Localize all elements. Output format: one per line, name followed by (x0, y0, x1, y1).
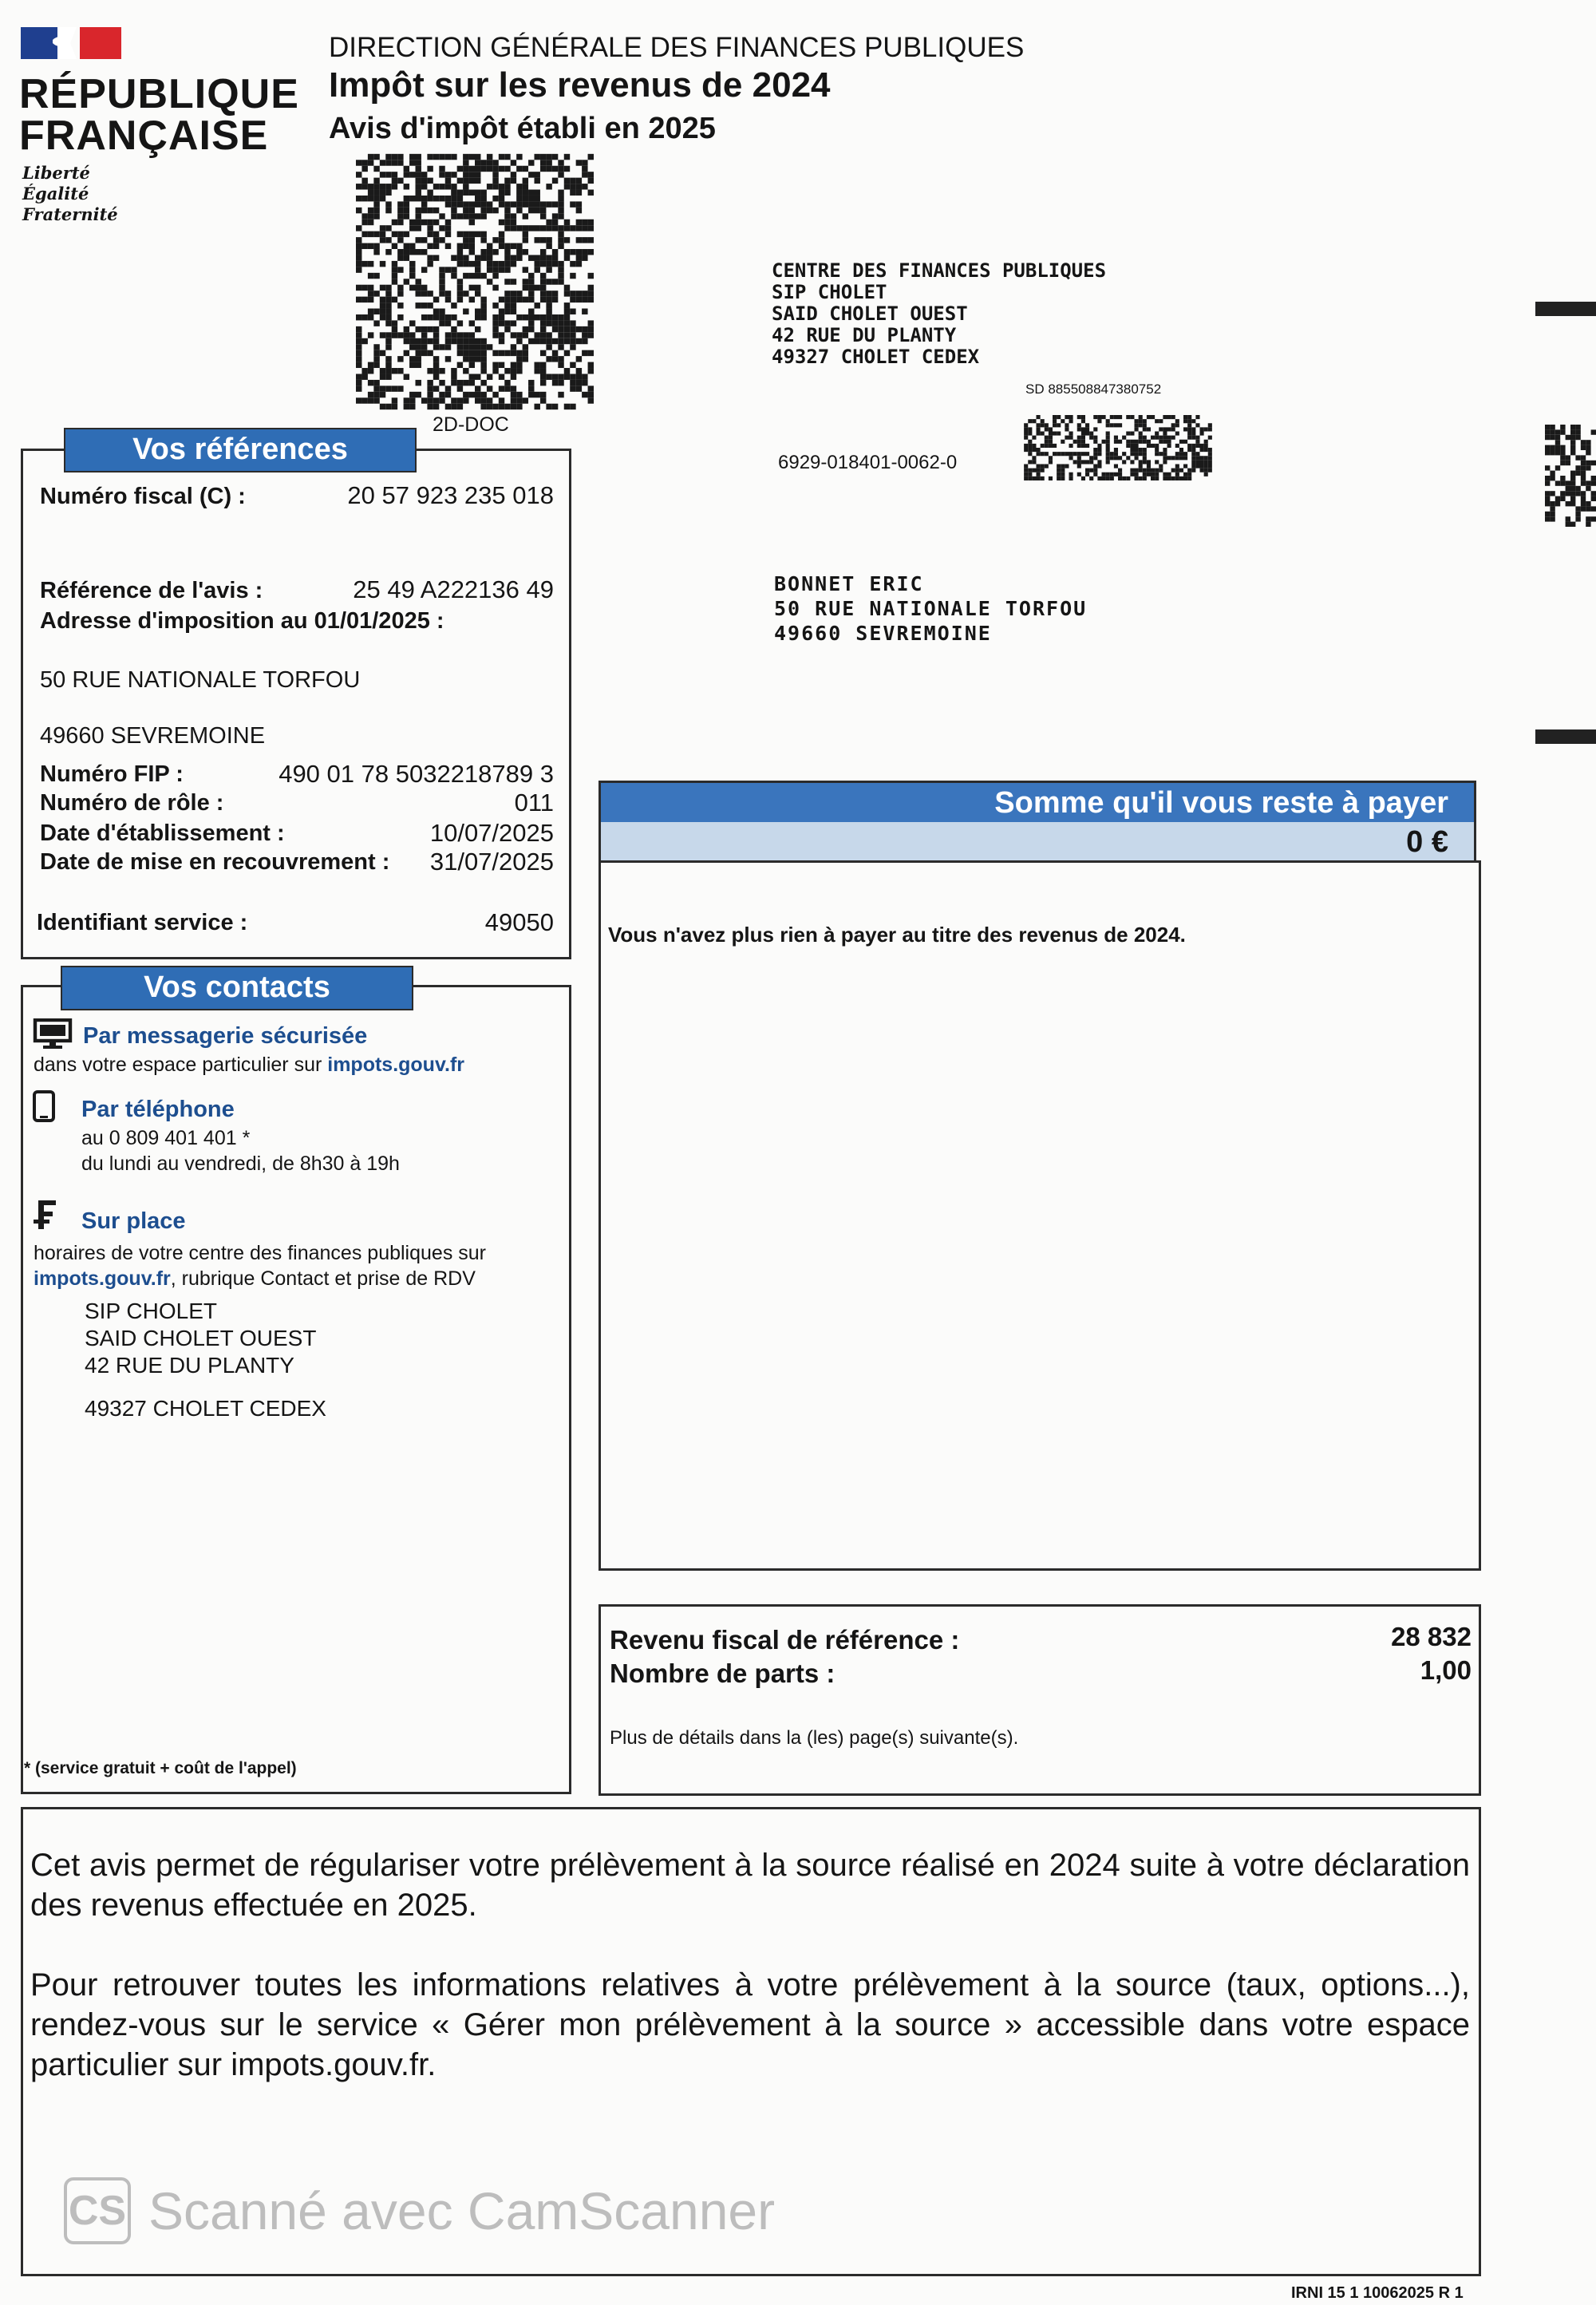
payment-box (598, 860, 1481, 1571)
sur-place-text: horaires de votre centre des finances publiques sur impots.gouv.fr, rubrique Contact et prise de RDV (34, 1242, 486, 1290)
role-value: 011 (514, 789, 554, 816)
messagerie-title: Par messagerie sécurisée (83, 1023, 368, 1049)
fip-value: 490 01 78 5032218789 3 (279, 760, 554, 788)
numero-fiscal-label: Numéro fiscal (C) : (40, 484, 246, 509)
impots-link-2[interactable]: impots.gouv.fr (34, 1267, 171, 1290)
recipient-address: BONNET ERIC 50 RUE NATIONALE TORFOU 49660 SEVREMOINE (774, 572, 1088, 645)
computer-icon (32, 1018, 73, 1049)
document-title: Impôt sur les revenus de 2024 (329, 65, 831, 105)
edge-mark (1535, 729, 1596, 744)
impots-link[interactable]: impots.gouv.fr (327, 1054, 465, 1076)
ref-avis-value: 25 49 A222136 49 (353, 575, 554, 603)
cfp-address: CENTRE DES FINANCES PUBLIQUES SIP CHOLET SAID CHOLET OUEST 42 RUE DU PLANTY 49327 CHOLET CEDEX (772, 259, 1107, 368)
document-reference-code: 6929-018401-0062-0 (778, 452, 958, 473)
telephone-hours: du lundi au vendredi, de 8h30 à 19h (81, 1152, 400, 1175)
fip-label: Numéro FIP : (40, 761, 184, 787)
info-paragraph-1: Cet avis permet de régulariser votre prélèvement à la source réalisé en 2024 suite à votre déclaration des revenus effectuée en 2025. (30, 1848, 1470, 1923)
footer-code: IRNI 15 1 10062025 R 1 (1291, 2284, 1464, 2302)
payment-amount: 0 € (598, 822, 1476, 862)
camscanner-text: Scanné avec CamScanner (148, 2181, 776, 2240)
direction-generale: DIRECTION GÉNÉRALE DES FINANCES PUBLIQUES (329, 32, 1025, 63)
2d-doc-barcode (356, 153, 594, 410)
date-etablissement-label: Date d'établissement : (40, 820, 285, 846)
adresse-line2: 49660 SEVREMOINE (40, 723, 266, 749)
parts-value: 1,00 (1420, 1655, 1472, 1685)
telephone-title: Par téléphone (81, 1097, 235, 1122)
references-title: Vos références (64, 428, 417, 472)
identifiant-service-label: Identifiant service : (37, 910, 248, 935)
payment-message: Vous n'avez plus rien à payer au titre des revenus de 2024. (608, 923, 1186, 947)
messagerie-text: dans votre espace particulier sur impots.gouv.fr (34, 1054, 465, 1076)
phone-icon (32, 1090, 56, 1122)
rfr-label: Revenu fiscal de référence : (610, 1625, 960, 1655)
contacts-title: Vos contacts (61, 966, 413, 1010)
camscanner-watermark (64, 2177, 775, 2244)
parts-label: Nombre de parts : (610, 1659, 836, 1688)
devise: Liberté Égalité Fraternité (22, 163, 118, 224)
role-label: Numéro de rôle : (40, 790, 224, 816)
camscanner-logo-icon: CS (64, 2177, 131, 2244)
numero-fiscal-value: 20 57 923 235 018 (347, 481, 554, 509)
republique-francaise-logo: RÉPUBLIQUE FRANÇAISE (19, 71, 299, 159)
ref-avis-label: Référence de l'avis : (40, 578, 263, 603)
info-paragraph-2: Pour retrouver toutes les informations relatives à votre prélèvement à la source (taux, options...), rendez-vous sur le service « Gérer mon prélèvement à la source » accessible dans votre espace particulier sur impots.gouv.fr. (30, 1967, 1470, 2082)
date-recouvrement-label: Date de mise en recouvrement : (40, 849, 390, 875)
sur-place-address: SIP CHOLET SAID CHOLET OUEST 42 RUE DU PLANTY 49327 CHOLET CEDEX (85, 1299, 326, 1421)
edge-mark (1535, 302, 1596, 316)
marianne-flag-icon (21, 24, 121, 62)
adresse-imposition-label: Adresse d'imposition au 01/01/2025 : (40, 608, 444, 634)
date-recouvrement-value: 31/07/2025 (429, 848, 554, 876)
document-subtitle: Avis d'impôt établi en 2025 (329, 112, 716, 145)
contacts-footnote: * (service gratuit + coût de l'appel) (24, 1759, 297, 1777)
info-text (30, 1845, 1470, 2085)
edge-barcode (1545, 425, 1596, 527)
2d-doc-label: 2D-DOC (433, 413, 509, 436)
telephone-number: au 0 809 401 401 * (81, 1127, 251, 1149)
references-box (21, 449, 571, 959)
franc-sign-icon (32, 1197, 59, 1231)
sur-place-title: Sur place (81, 1208, 186, 1234)
details-note: Plus de détails dans la (les) page(s) suivante(s). (610, 1727, 1019, 1749)
identifiant-service-value: 49050 (484, 908, 554, 936)
adresse-line1: 50 RUE NATIONALE TORFOU (40, 667, 361, 693)
date-etablissement-value: 10/07/2025 (429, 819, 554, 847)
payment-title: Somme qu'il vous reste à payer (598, 781, 1476, 822)
sd-number: SD 885508847380752 (1025, 382, 1162, 397)
rfr-value: 28 832 (1391, 1622, 1472, 1651)
postal-barcode (1024, 415, 1212, 480)
